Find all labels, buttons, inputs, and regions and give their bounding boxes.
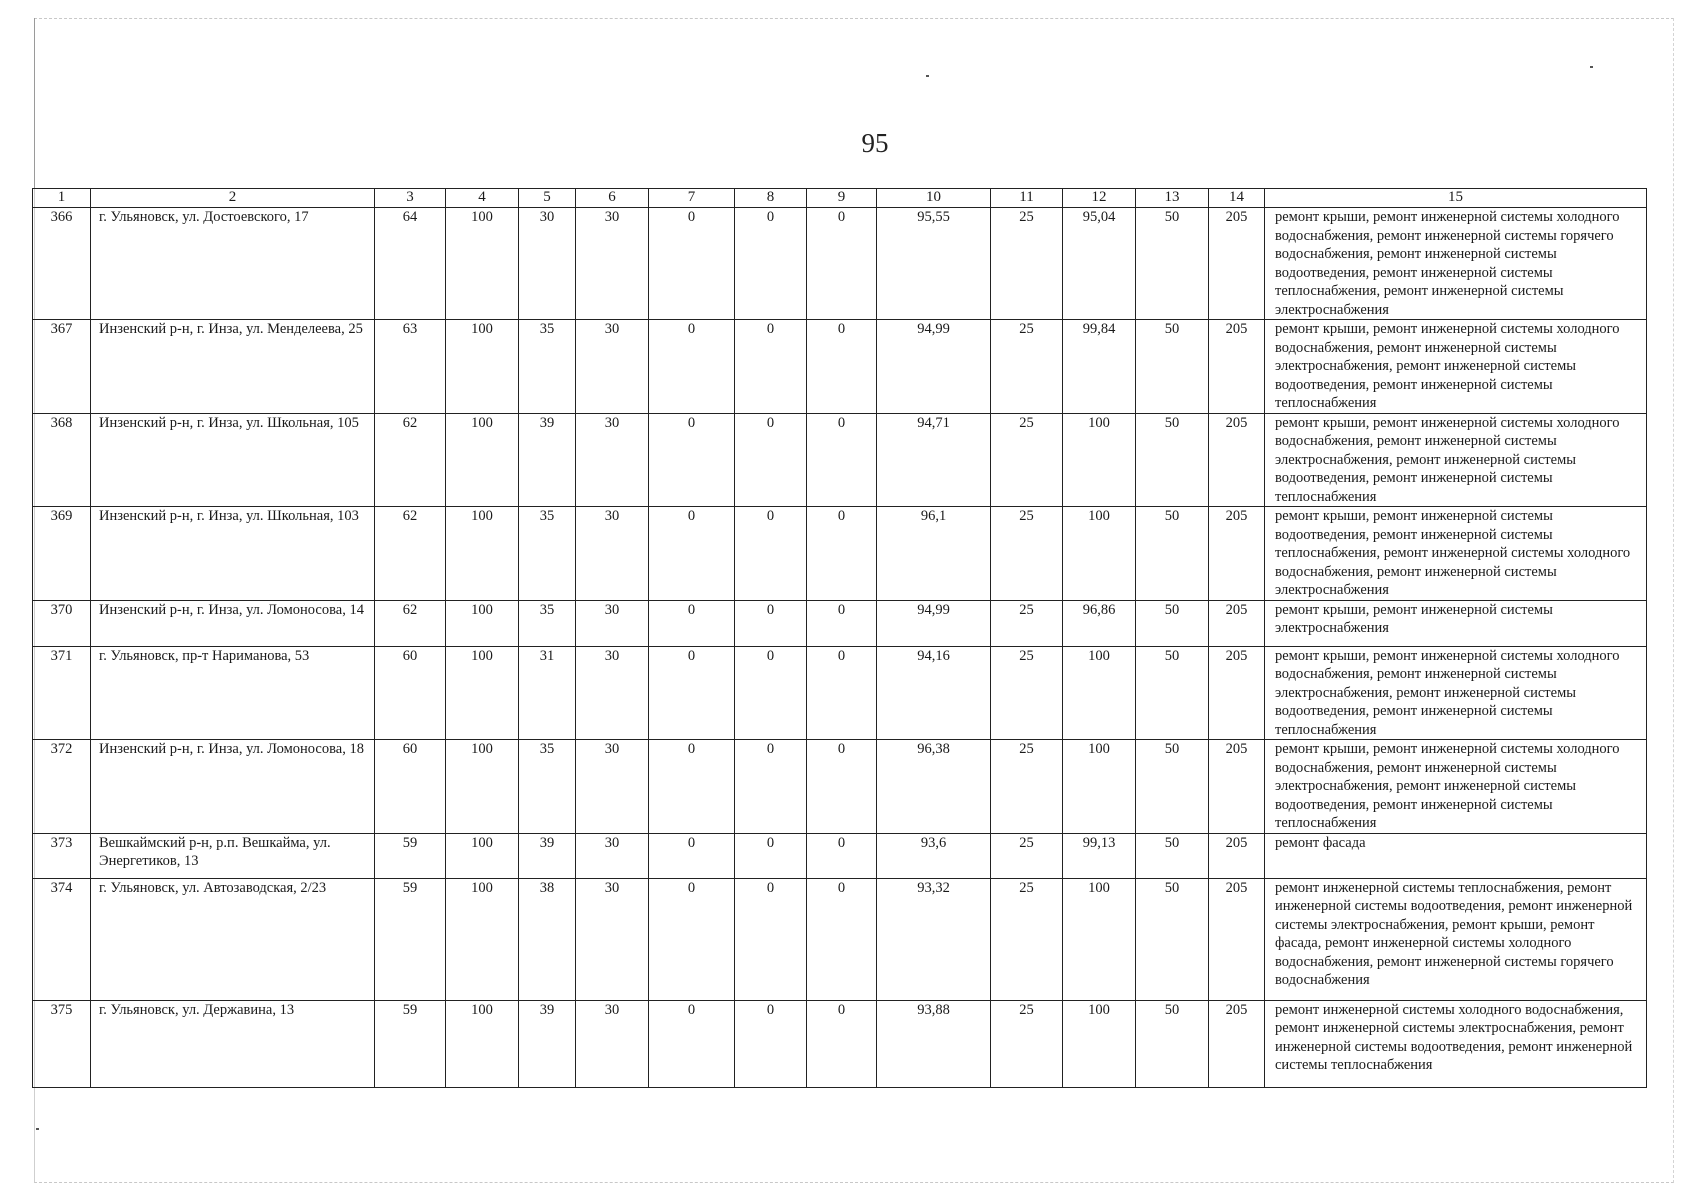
table-row	[33, 740, 1647, 834]
cell-col-6: 30	[576, 878, 649, 1000]
cell-col-10: 94,99	[877, 320, 991, 414]
cell-col-9: 0	[807, 1000, 877, 1087]
cell-col-13: 50	[1136, 208, 1209, 320]
works-cell: ремонт крыши, ремонт инженерной системы холодного водоснабжения, ремонт инженерной системы электроснабжения, ремонт инженерной системы водоотведения, ремонт инженерной системы теплоснабжения	[1265, 646, 1647, 740]
cell-col-5: 39	[519, 413, 576, 507]
row-number-cell: 374	[33, 878, 91, 1000]
cell-col-11: 25	[991, 878, 1063, 1000]
cell-col-9: 0	[807, 833, 877, 878]
cell-col-10: 95,55	[877, 208, 991, 320]
address-cell: Инзенский р-н, г. Инза, ул. Школьная, 105	[91, 413, 375, 507]
works-cell: ремонт инженерной системы теплоснабжения, ремонт инженерной системы водоотведения, ремонт инженерной системы электроснабжения, ремонт крыши, ремонт фасада, ремонт инженерной системы холодного водоснабжения, ремонт инженерной системы горячего водоснабжения	[1265, 878, 1647, 1000]
cell-col-9: 0	[807, 646, 877, 740]
cell-col-7: 0	[649, 600, 735, 646]
cell-col-4: 100	[446, 507, 519, 601]
cell-col-6: 30	[576, 646, 649, 740]
cell-col-13: 50	[1136, 507, 1209, 601]
cell-col-12: 100	[1063, 646, 1136, 740]
page-number: 95	[861, 128, 889, 158]
table-row	[33, 600, 1647, 646]
cell-col-10: 93,88	[877, 1000, 991, 1087]
cell-col-8: 0	[735, 208, 807, 320]
table-row	[33, 878, 1647, 1000]
column-header-8: 8	[735, 189, 807, 208]
row-number-cell: 370	[33, 600, 91, 646]
cell-col-12: 95,04	[1063, 208, 1136, 320]
column-header-6: 6	[576, 189, 649, 208]
cell-col-14: 205	[1209, 507, 1265, 601]
cell-col-11: 25	[991, 740, 1063, 834]
cell-col-9: 0	[807, 878, 877, 1000]
cell-col-5: 30	[519, 208, 576, 320]
cell-col-9: 0	[807, 507, 877, 601]
cell-col-9: 0	[807, 320, 877, 414]
works-cell: ремонт крыши, ремонт инженерной системы электроснабжения	[1265, 600, 1647, 646]
column-header-7: 7	[649, 189, 735, 208]
cell-col-4: 100	[446, 833, 519, 878]
address-cell: Инзенский р-н, г. Инза, ул. Менделеева, 25	[91, 320, 375, 414]
address-cell: Инзенский р-н, г. Инза, ул. Ломоносова, 14	[91, 600, 375, 646]
cell-col-12: 100	[1063, 1000, 1136, 1087]
address-cell: г. Ульяновск, ул. Достоевского, 17	[91, 208, 375, 320]
cell-col-12: 99,84	[1063, 320, 1136, 414]
table-header	[33, 189, 1647, 208]
cell-col-14: 205	[1209, 1000, 1265, 1087]
cell-col-13: 50	[1136, 413, 1209, 507]
cell-col-6: 30	[576, 1000, 649, 1087]
cell-col-8: 0	[735, 833, 807, 878]
cell-col-7: 0	[649, 878, 735, 1000]
cell-col-10: 96,38	[877, 740, 991, 834]
cell-col-3: 62	[375, 600, 446, 646]
cell-col-13: 50	[1136, 646, 1209, 740]
row-number-cell: 373	[33, 833, 91, 878]
address-cell: г. Ульяновск, ул. Державина, 13	[91, 1000, 375, 1087]
works-cell: ремонт крыши, ремонт инженерной системы водоотведения, ремонт инженерной системы теплоснабжения, ремонт инженерной системы холодного водоснабжения, ремонт инженерной системы электроснабжения	[1265, 507, 1647, 601]
table-body	[33, 208, 1647, 1088]
cell-col-7: 0	[649, 833, 735, 878]
cell-col-7: 0	[649, 1000, 735, 1087]
cell-col-11: 25	[991, 507, 1063, 601]
cell-col-12: 100	[1063, 740, 1136, 834]
cell-col-4: 100	[446, 320, 519, 414]
cell-col-11: 25	[991, 1000, 1063, 1087]
row-number-cell: 369	[33, 507, 91, 601]
cell-col-5: 35	[519, 740, 576, 834]
cell-col-6: 30	[576, 833, 649, 878]
cell-col-6: 30	[576, 320, 649, 414]
cell-col-10: 94,99	[877, 600, 991, 646]
cell-col-3: 63	[375, 320, 446, 414]
cell-col-8: 0	[735, 646, 807, 740]
column-header-5: 5	[519, 189, 576, 208]
registry-table	[32, 188, 1647, 1088]
cell-col-8: 0	[735, 320, 807, 414]
cell-col-13: 50	[1136, 600, 1209, 646]
cell-col-13: 50	[1136, 833, 1209, 878]
cell-col-9: 0	[807, 600, 877, 646]
works-cell: ремонт фасада	[1265, 833, 1647, 878]
cell-col-3: 59	[375, 1000, 446, 1087]
cell-col-3: 60	[375, 740, 446, 834]
table-row	[33, 833, 1647, 878]
cell-col-10: 93,6	[877, 833, 991, 878]
cell-col-4: 100	[446, 646, 519, 740]
cell-col-7: 0	[649, 413, 735, 507]
works-cell: ремонт крыши, ремонт инженерной системы холодного водоснабжения, ремонт инженерной системы горячего водоснабжения, ремонт инженерной системы водоотведения, ремонт инженерной системы теплоснабжения, ремонт инженерной системы электроснабжения	[1265, 208, 1647, 320]
cell-col-7: 0	[649, 740, 735, 834]
cell-col-14: 205	[1209, 320, 1265, 414]
cell-col-3: 64	[375, 208, 446, 320]
cell-col-11: 25	[991, 320, 1063, 414]
works-cell: ремонт крыши, ремонт инженерной системы холодного водоснабжения, ремонт инженерной системы электроснабжения, ремонт инженерной системы водоотведения, ремонт инженерной системы теплоснабжения	[1265, 320, 1647, 414]
cell-col-4: 100	[446, 878, 519, 1000]
cell-col-9: 0	[807, 413, 877, 507]
cell-col-10: 94,71	[877, 413, 991, 507]
cell-col-14: 205	[1209, 646, 1265, 740]
cell-col-10: 93,32	[877, 878, 991, 1000]
column-header-10: 10	[877, 189, 991, 208]
cell-col-8: 0	[735, 600, 807, 646]
cell-col-4: 100	[446, 740, 519, 834]
cell-col-3: 59	[375, 833, 446, 878]
cell-col-7: 0	[649, 507, 735, 601]
row-number-cell: 367	[33, 320, 91, 414]
address-cell: г. Ульяновск, пр-т Нариманова, 53	[91, 646, 375, 740]
cell-col-13: 50	[1136, 1000, 1209, 1087]
cell-col-14: 205	[1209, 740, 1265, 834]
cell-col-12: 99,13	[1063, 833, 1136, 878]
cell-col-8: 0	[735, 413, 807, 507]
row-number-cell: 371	[33, 646, 91, 740]
address-cell: г. Ульяновск, ул. Автозаводская, 2/23	[91, 878, 375, 1000]
cell-col-5: 38	[519, 878, 576, 1000]
cell-col-4: 100	[446, 1000, 519, 1087]
cell-col-11: 25	[991, 646, 1063, 740]
row-number-cell: 366	[33, 208, 91, 320]
column-header-11: 11	[991, 189, 1063, 208]
cell-col-10: 94,16	[877, 646, 991, 740]
cell-col-13: 50	[1136, 878, 1209, 1000]
table-row	[33, 1000, 1647, 1087]
cell-col-10: 96,1	[877, 507, 991, 601]
cell-col-4: 100	[446, 208, 519, 320]
cell-col-12: 96,86	[1063, 600, 1136, 646]
address-cell: Инзенский р-н, г. Инза, ул. Ломоносова, 18	[91, 740, 375, 834]
cell-col-6: 30	[576, 413, 649, 507]
column-header-3: 3	[375, 189, 446, 208]
cell-col-3: 59	[375, 878, 446, 1000]
cell-col-4: 100	[446, 413, 519, 507]
column-header-12: 12	[1063, 189, 1136, 208]
table-row	[33, 320, 1647, 414]
row-number-cell: 372	[33, 740, 91, 834]
cell-col-14: 205	[1209, 833, 1265, 878]
scan-speck	[36, 1128, 39, 1130]
cell-col-14: 205	[1209, 208, 1265, 320]
column-header-15: 15	[1265, 189, 1647, 208]
cell-col-14: 205	[1209, 413, 1265, 507]
cell-col-5: 31	[519, 646, 576, 740]
cell-col-5: 35	[519, 507, 576, 601]
cell-col-6: 30	[576, 740, 649, 834]
cell-col-3: 62	[375, 413, 446, 507]
cell-col-4: 100	[446, 600, 519, 646]
column-header-4: 4	[446, 189, 519, 208]
cell-col-8: 0	[735, 507, 807, 601]
cell-col-5: 39	[519, 833, 576, 878]
cell-col-5: 35	[519, 320, 576, 414]
row-number-cell: 375	[33, 1000, 91, 1087]
cell-col-12: 100	[1063, 413, 1136, 507]
cell-col-8: 0	[735, 740, 807, 834]
cell-col-9: 0	[807, 740, 877, 834]
address-cell: Вешкаймский р-н, р.п. Вешкайма, ул. Энергетиков, 13	[91, 833, 375, 878]
table-row	[33, 208, 1647, 320]
cell-col-7: 0	[649, 646, 735, 740]
cell-col-13: 50	[1136, 740, 1209, 834]
cell-col-14: 205	[1209, 600, 1265, 646]
cell-col-11: 25	[991, 413, 1063, 507]
column-header-14: 14	[1209, 189, 1265, 208]
cell-col-9: 0	[807, 208, 877, 320]
works-cell: ремонт инженерной системы холодного водоснабжения, ремонт инженерной системы электроснабжения, ремонт инженерной системы водоотведения, ремонт инженерной системы теплоснабжения	[1265, 1000, 1647, 1087]
cell-col-5: 35	[519, 600, 576, 646]
cell-col-6: 30	[576, 600, 649, 646]
column-header-9: 9	[807, 189, 877, 208]
address-cell: Инзенский р-н, г. Инза, ул. Школьная, 103	[91, 507, 375, 601]
cell-col-7: 0	[649, 320, 735, 414]
cell-col-12: 100	[1063, 878, 1136, 1000]
table-row	[33, 507, 1647, 601]
column-header-13: 13	[1136, 189, 1209, 208]
column-header-1: 1	[33, 189, 91, 208]
cell-col-13: 50	[1136, 320, 1209, 414]
cell-col-6: 30	[576, 208, 649, 320]
cell-col-5: 39	[519, 1000, 576, 1087]
header-row	[33, 189, 1647, 208]
cell-col-12: 100	[1063, 507, 1136, 601]
scan-speck	[926, 75, 929, 77]
column-header-2: 2	[91, 189, 375, 208]
works-cell: ремонт крыши, ремонт инженерной системы холодного водоснабжения, ремонт инженерной системы электроснабжения, ремонт инженерной системы водоотведения, ремонт инженерной системы теплоснабжения	[1265, 740, 1647, 834]
cell-col-14: 205	[1209, 878, 1265, 1000]
scan-speck	[1590, 66, 1593, 68]
table-row	[33, 413, 1647, 507]
cell-col-3: 60	[375, 646, 446, 740]
works-cell: ремонт крыши, ремонт инженерной системы холодного водоснабжения, ремонт инженерной системы электроснабжения, ремонт инженерной системы водоотведения, ремонт инженерной системы теплоснабжения	[1265, 413, 1647, 507]
table-row	[33, 646, 1647, 740]
cell-col-6: 30	[576, 507, 649, 601]
cell-col-11: 25	[991, 208, 1063, 320]
cell-col-7: 0	[649, 208, 735, 320]
row-number-cell: 368	[33, 413, 91, 507]
cell-col-3: 62	[375, 507, 446, 601]
cell-col-8: 0	[735, 1000, 807, 1087]
cell-col-8: 0	[735, 878, 807, 1000]
cell-col-11: 25	[991, 833, 1063, 878]
cell-col-11: 25	[991, 600, 1063, 646]
